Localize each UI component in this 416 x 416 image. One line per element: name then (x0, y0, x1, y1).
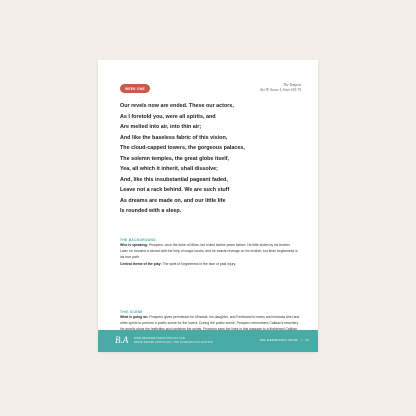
poem-line: As I foretold you, were all spirits, and (120, 113, 216, 120)
footer-right (259, 338, 309, 342)
poem-line: Our revels now are ended. These our actors, (120, 103, 234, 109)
document-page (98, 60, 318, 352)
source-title: The Tempest (283, 83, 301, 87)
poem-line: Are melted into air, into thin air; (120, 124, 202, 130)
poem-line: And like the baseless fabric of this vision, (120, 134, 228, 141)
poem-line: The solemn temples, the great globe itself, (120, 155, 230, 162)
source-reference: Act IV, Scene 1, lines 163-75 (259, 87, 301, 92)
brand-logo: B.A (115, 335, 129, 345)
week-badge: WEEK ONE (120, 84, 150, 93)
poem-line: As dreams are made on, and our little life (120, 197, 226, 204)
footer-section-name: THE WEDNESDAY WORK (259, 338, 299, 342)
speaker-label: Who is speaking: (120, 243, 148, 247)
footer-bar (98, 330, 318, 352)
theme-label: Central theme of the play: (120, 261, 162, 266)
scene-heading: THIS SCENE (120, 310, 143, 314)
theme-text: The spirit of forgiveness in the face of past injury. (162, 261, 236, 266)
background-heading: THE BACKGROUND (120, 238, 156, 242)
scene-text: Prospero gives permission for Miranda, his daughter, and Ferdinand to marry and instructs Ariel and other spirits to perform a poetic scene for the lovers. During the poetic scene, Prospero remembers Caliban's treachery. (120, 315, 300, 326)
footer-website: WWW.BRAVEWRITERANTHOLOGY.COM (134, 337, 186, 340)
footer-info (134, 337, 213, 344)
poem-line: Leave not a rack behind. We are such stuff (120, 187, 230, 193)
scene-label: What is going on: (120, 315, 149, 319)
source-citation (260, 83, 301, 92)
poem-line: Yea, all which it inherit, shall dissolve; (120, 166, 218, 172)
poem-line: And, like this insubstantial pageant faded, (120, 176, 228, 183)
footer-collection: BRAVE WRITER ANTHOLOGY: THE COMPLETE COLLECTION (134, 340, 213, 344)
background-paragraph (120, 242, 300, 267)
footer-separator: | (301, 338, 303, 342)
speaker-text: Prospero, once the duke of Milan, but exiled twelve years before. He little stolen by his brother. Later, he became a wizard with the help of magic books, and he exacts revenge on his brother, but finds forgiveness is his true path. (120, 243, 298, 260)
page-number: 10 (305, 338, 309, 342)
poem-line: The cloud-capped towers, the gorgeous palaces, (120, 145, 245, 151)
poem-line: Is rounded with a sleep. (120, 208, 182, 214)
poem-passage (120, 101, 305, 217)
